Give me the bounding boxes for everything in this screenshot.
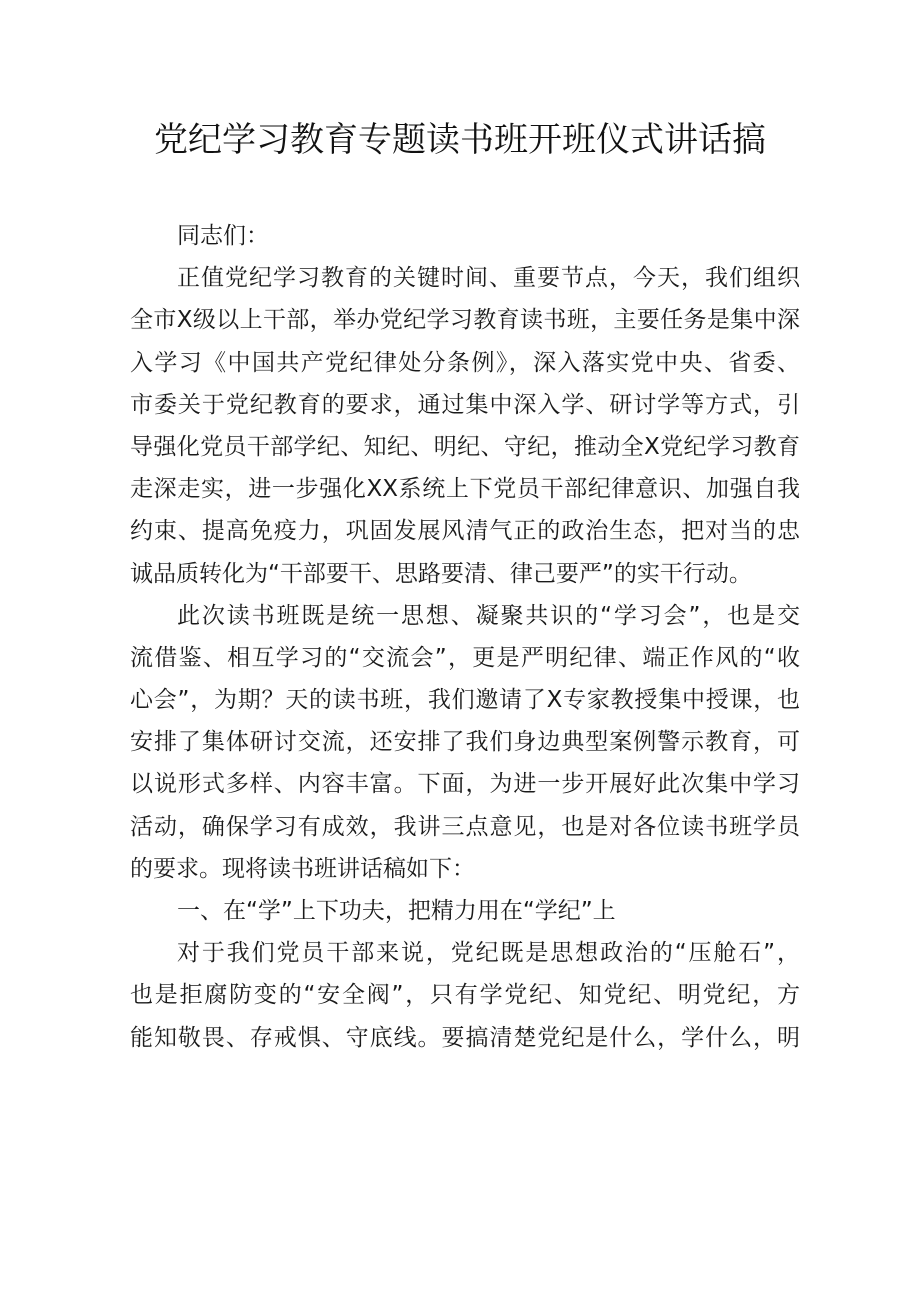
salutation-line: 同志们： [177,223,269,249]
paragraph-line: 正值党纪学习教育的关键时间、重要节点，今天，我们组织 [177,265,800,292]
paragraph-line: 活动，确保学习有成效，我讲三点意见，也是对各位读书班学员 [130,813,800,840]
paragraph-line: 也是拒腐防变的“安全阀”，只有学党纪、知党纪、明党纪，方 [130,982,800,1009]
paragraph-line: 的要求。现将读书班讲话稿如下： [130,855,475,882]
paragraph-line: 导强化党员干部学纪、知纪、明纪、守纪，推动全X党纪学习教育 [130,433,800,460]
paragraph-line: 约束、提高免疫力，巩固发展风清气正的政治生态，把对当的忠 [130,518,800,545]
paragraph-line: 以说形式多样、内容丰富。下面，为进一步开展好此次集中学习 [130,771,800,798]
paragraph-line: 心会”，为期？天的读书班，我们邀请了X专家教授集中授课，也 [130,687,800,714]
paragraph-line: 安排了集体研讨交流，还安排了我们身边典型案例警示教育，可 [130,729,800,756]
paragraph-line: 诚品质转化为“干部要干、思路要清、律己要严”的实干行动。 [130,560,752,587]
paragraph-line: 全市X级以上干部，举办党纪学习教育读书班，主要任务是集中深 [130,307,800,334]
paragraph-line: 市委关于党纪教育的要求，通过集中深入学、研讨学等方式，引 [130,391,800,418]
paragraph-line: 入学习《中国共产党纪律处分条例》，深入落实党中央、省委、 [130,349,800,376]
paragraph-line: 能知敬畏、存戒惧、守底线。要搞清楚党纪是什么，学什么，明 [130,1024,800,1051]
paragraph-line: 走深走实，进一步强化XX系统上下党员干部纪律意识、加强自我 [130,476,800,503]
paragraph-line: 流借鉴、相互学习的“交流会”，更是严明纪律、端正作风的“收 [130,644,800,671]
section-heading: 一、在“学”上下功夫，把精力用在“学纪”上 [177,898,616,924]
paragraph-line: 此次读书班既是统一思想、凝聚共识的“学习会”，也是交 [177,602,800,629]
paragraph-line: 对于我们党员干部来说，党纪既是思想政治的“压舱石”， [177,940,800,967]
document-title: 党纪学习教育专题读书班开班仪式讲话搞 [154,120,766,160]
document-body [130,215,800,1059]
